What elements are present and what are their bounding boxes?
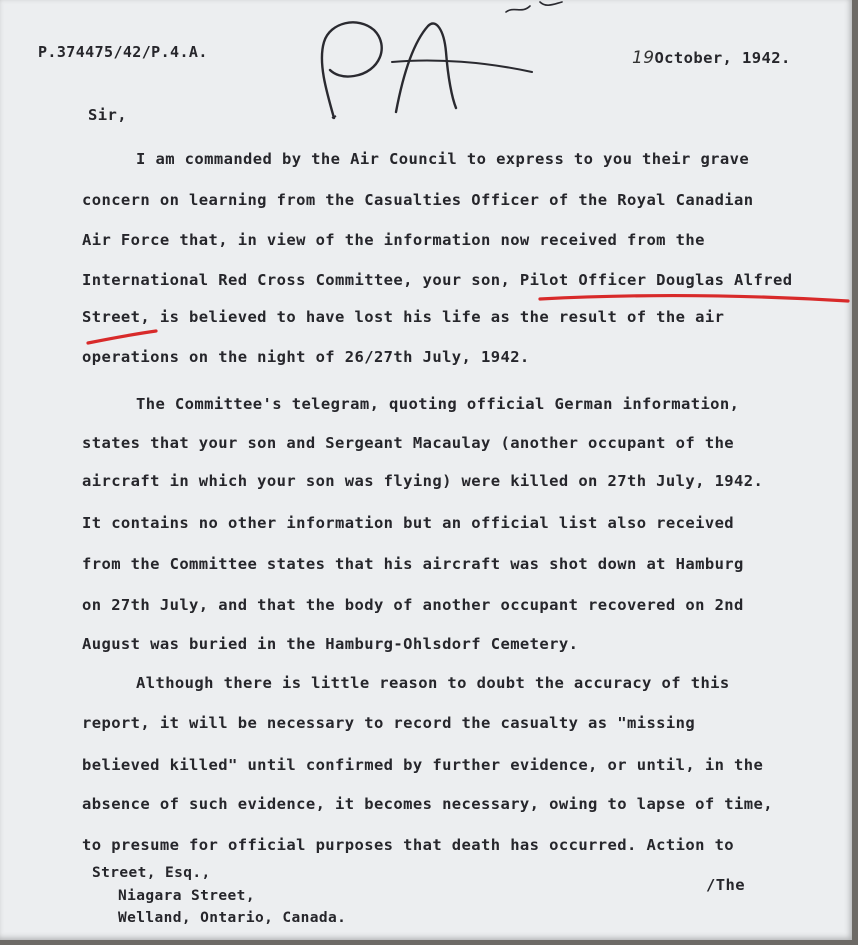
body-line: absence of such evidence, it becomes necessary, owing to lapse of time,	[82, 795, 773, 813]
red-pencil-underline	[536, 285, 852, 311]
addressee-line: Street, Esq.,	[92, 865, 211, 881]
body-line: Air Force that, in view of the information now received from the	[82, 231, 705, 249]
body-line: I am commanded by the Air Council to express to you their grave	[136, 150, 750, 168]
body-line: August was buried in the Hamburg-Ohlsdorf Cemetery.	[82, 635, 579, 653]
body-line: The Committee's telegram, quoting official German information,	[136, 395, 740, 413]
red-pencil-underline	[84, 327, 164, 349]
body-line: from the Committee states that his aircraft was shot down at Hamburg	[82, 555, 744, 573]
letter-date	[632, 48, 791, 68]
body-line: International Red Cross Committee, your son, Pilot Officer Douglas Alfred	[82, 271, 793, 289]
reference-number: P.374475/42/P.4.A.	[38, 43, 208, 61]
body-line: operations on the night of 26/27th July, 1942.	[82, 348, 530, 366]
body-line: to presume for official purposes that death has occurred. Action to	[82, 836, 735, 854]
addressee-line: Welland, Ontario, Canada.	[118, 910, 347, 926]
body-line: concern on learning from the Casualties Officer of the Royal Canadian	[82, 191, 754, 209]
date-rest: October, 1942.	[654, 49, 791, 67]
salutation: Sir,	[88, 106, 127, 124]
addressee-line: Niagara Street,	[118, 888, 255, 904]
body-line: states that your son and Sergeant Macaulay (another occupant of the	[82, 434, 735, 452]
body-line: Street, is believed to have lost his life as the result of the air	[82, 308, 725, 326]
body-line: on 27th July, and that the body of another occupant recovered on 2nd	[82, 596, 744, 614]
body-line: report, it will be necessary to record the casualty as "missing	[82, 714, 696, 732]
continuation-marker: /The	[706, 876, 745, 894]
body-line: It contains no other information but an official list also received	[82, 514, 735, 532]
body-line: aircraft in which your son was flying) were killed on 27th July, 1942.	[82, 472, 764, 490]
handwritten-initials	[296, 0, 596, 125]
body-line: Although there is little reason to doubt the accuracy of this	[136, 674, 730, 692]
body-line: believed killed" until confirmed by further evidence, or until, in the	[82, 756, 764, 774]
date-day: 19	[632, 48, 655, 68]
